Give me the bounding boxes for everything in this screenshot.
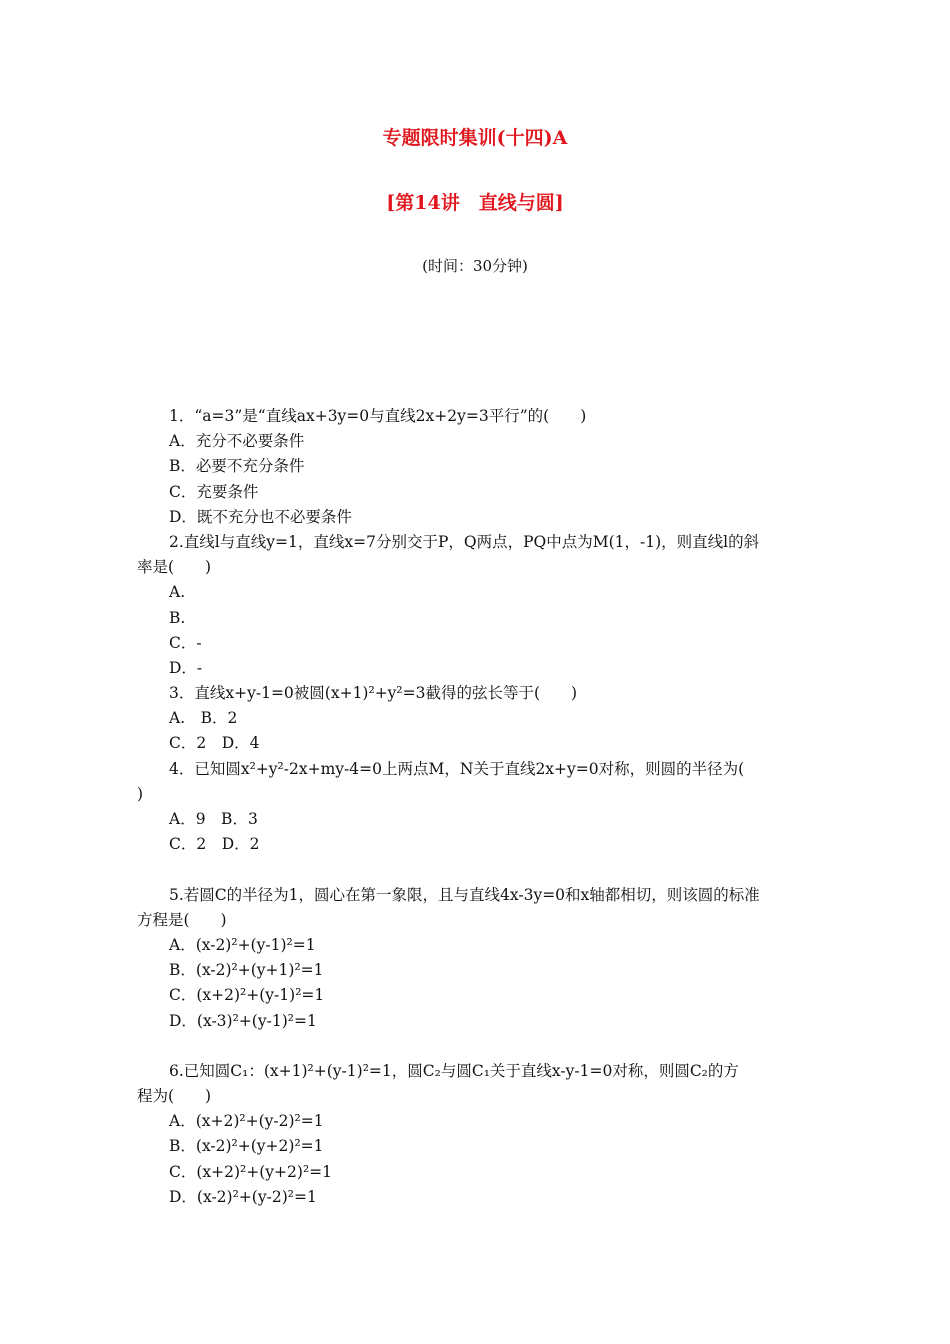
answer-choice: A．(x+2)²+(y-2)²=1: [169, 1112, 324, 1131]
question-stem-continued: 率是( ): [137, 558, 212, 577]
answer-choice: D．-: [169, 658, 203, 677]
lecture-subtitle: [第14讲 直线与圆]: [386, 192, 564, 214]
question-list: [137, 404, 817, 1210]
question-stem-continued: 程为( ): [137, 1087, 212, 1106]
answer-choice: D．(x-2)²+(y-2)²=1: [169, 1187, 317, 1206]
page-title: 专题限时集训(十四)A: [382, 127, 568, 149]
answer-choice: B.: [169, 608, 186, 627]
question-stem: 3．直线x+y-1=0被圆(x+1)²+y²=3截得的弦长等于( ): [169, 684, 578, 703]
question-stem-continued: ): [137, 784, 144, 803]
question-stem: 6.已知圆C₁：(x+1)²+(y-1)²=1，圆C₂与圆C₁关于直线x-y-1=0对称，则圆C₂的方: [169, 1061, 739, 1080]
answer-choice: B．(x-2)²+(y+2)²=1: [169, 1137, 324, 1156]
question-stem: 1．“a=3”是“直线ax+3y=0与直线2x+2y=3平行”的( ): [169, 407, 587, 425]
spacer: [137, 1034, 817, 1059]
answer-choice: A．9 B．3: [169, 810, 258, 828]
question-stem-continued: 方程是( ): [137, 910, 227, 929]
answer-choice: A. B．2: [169, 709, 238, 728]
answer-choice: C．(x+2)²+(y+2)²=1: [169, 1162, 333, 1181]
spacer: [137, 857, 817, 882]
answer-choice: C．充要条件: [169, 482, 259, 501]
answer-choice: C．-: [169, 633, 202, 652]
answer-choice: A．(x-2)²+(y-1)²=1: [169, 935, 316, 954]
question-stem: 5.若圆C的半径为1，圆心在第一象限，且与直线4x-3y=0和x轴都相切，则该圆的标准: [169, 885, 760, 904]
time-limit: (时间：30分钟): [422, 257, 528, 275]
question-stem: 4．已知圆x²+y²-2x+my-4=0上两点M，N关于直线2x+y=0对称，则圆的半径为(: [169, 759, 745, 778]
answer-choice: C．(x+2)²+(y-1)²=1: [169, 986, 325, 1005]
answer-choice: B．(x-2)²+(y+1)²=1: [169, 961, 324, 980]
question-stem: 2.直线l与直线y=1，直线x=7分别交于P，Q两点，PQ中点为M(1，-1)，则直线l的斜: [169, 532, 760, 551]
answer-choice: A．充分不必要条件: [169, 432, 305, 451]
answer-choice: D．(x-3)²+(y-1)²=1: [169, 1011, 317, 1030]
answer-choice: D．既不充分也不必要条件: [169, 507, 352, 526]
answer-choice: C．2 D．4: [169, 734, 260, 753]
answer-choice: B．必要不充分条件: [169, 457, 305, 476]
answer-choice: C．2 D．2: [169, 835, 260, 854]
answer-choice: A.: [169, 583, 186, 602]
